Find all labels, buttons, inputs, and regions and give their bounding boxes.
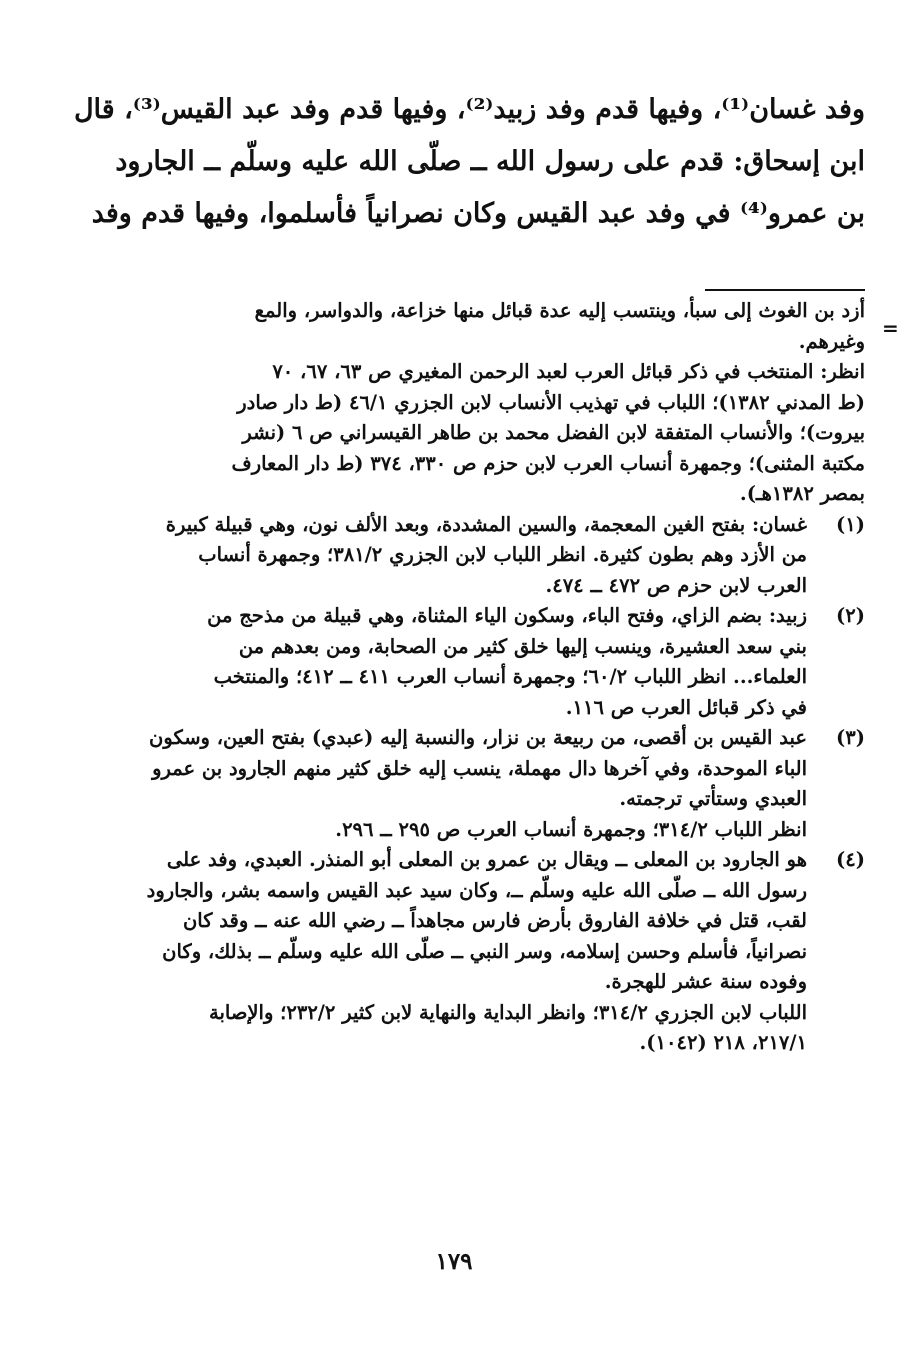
footnote-line: بني سعد العشيرة، وينسب إليها خلق كثير من الصحابة، ومن بعدهم من — [238, 634, 807, 658]
main-text — [73, 84, 865, 240]
footnote-line: (ط المدني ١٣٨٢)؛ اللباب في تهذيب الأنساب لابن الجزري ٤٦/١ (ط دار صادر — [237, 390, 865, 414]
footnote-line: أزد بن الغوث إلى سبأ، وينتسب إليه عدة قبائل منها خزاعة، والدواسر، والمع — [254, 299, 865, 322]
footnote-number: (٤) — [836, 848, 865, 871]
footnote-line: رسول الله ــ صلّى الله عليه وسلّم ــ، وكان سيد عبد القيس واسمه بشر، والجارود — [146, 878, 807, 902]
footnote-line: انظر: المنتخب في ذكر قبائل العرب لعبد الرحمن المغيري ص ٦٣، ٦٧، ٧٠ — [272, 360, 865, 383]
footnote-line: نصرانياً، فأسلم وحسن إسلامه، وسر النبي ــ صلّى الله عليه وسلّم ــ بذلك، وكان — [162, 939, 807, 963]
footnote-line: وفوده سنة عشر للهجرة. — [604, 970, 807, 993]
footnote-separator — [705, 289, 865, 291]
footnote-number: (٢) — [836, 604, 865, 627]
footnote-line: مكتبة المثنى)؛ وجمهرة أنساب العرب لابن حزم ص ٣٣٠، ٣٧٤ (ط دار المعارف — [231, 451, 865, 475]
footnote-line: وغيرهم. — [798, 329, 865, 353]
footnote-line: اللباب لابن الجزري ٣١٤/٢؛ وانظر البداية والنهاية لابن كثير ٢٣٢/٢؛ والإصابة — [209, 1000, 807, 1024]
footnote-line: العرب لابن حزم ص ٤٧٢ ــ ٤٧٤. — [545, 573, 807, 597]
footnote-3 — [149, 723, 865, 845]
footnote-line: في ذكر قبائل العرب ص ١١٦. — [565, 695, 807, 719]
footnote-line: بيروت)؛ والأنساب المتفقة لابن الفضل محمد بن طاهر القيسراني ص ٦ (نشر — [242, 421, 865, 444]
footnote-line: غسان: بفتح الغين المعجمة، والسين المشددة، وبعد الألف نون، وهي قبيلة كبيرة — [165, 512, 807, 536]
footnote-number: (١) — [836, 512, 865, 536]
page-number: ١٧٩ — [435, 1248, 473, 1275]
footnote-line: العلماء... انظر اللباب ٦٠/٢؛ وجمهرة أنساب العرب ٤١١ ــ ٤١٢؛ والمنتخب — [213, 665, 807, 688]
footnote-line: هو الجارود بن المعلى ــ ويقال بن عمرو بن المعلى أبو المنذر. العبدي، وفد على — [166, 848, 807, 871]
footnote-line: ٢١٧/١، ٢١٨ (١٠٤٢). — [639, 1031, 807, 1054]
footnote-line: العبدي وستأتي ترجمته. — [619, 787, 807, 810]
footnotes-section — [146, 296, 865, 1059]
continuation-mark: = — [882, 316, 899, 340]
footnote-line: الباء الموحدة، وفي آخرها دال مهملة، ينسب إليه خلق كثير منهم الجارود بن عمرو — [152, 756, 807, 780]
footnote-2 — [160, 601, 865, 723]
footnote-line: بمصر ١٣٨٢هـ). — [739, 482, 865, 505]
footnote-number: (٣) — [836, 726, 865, 749]
footnote-line: عبد القيس بن أقصى، من ربيعة بن نزار، والنسبة إليه (عبدي) بفتح العين، وسكون — [149, 726, 807, 749]
footnote-line: لقب، قتل في خلافة الفاروق بأرض فارس مجاهداً ــ رضي الله عنه ــ وقد كان — [182, 909, 807, 932]
continued-footnote — [160, 296, 865, 510]
footnote-line: زبيد: بضم الزاي، وفتح الباء، وسكون الياء المثناة، وهي قبيلة من مذحج من — [207, 604, 807, 627]
footnote-1 — [160, 510, 865, 602]
footnote-line: انظر اللباب ٣١٤/٢؛ وجمهرة أنساب العرب ص ٢٩٥ ــ ٢٩٦. — [335, 817, 807, 841]
main-text-line: ابن إسحاق: قدم على رسول الله ــ صلّى الله عليه وسلّم ــ الجارود — [115, 146, 865, 177]
main-text-line: وفد غسان⁽¹⁾، وفيها قدم وفد زبيد⁽²⁾، وفيها قدم وفد عبد القيس⁽³⁾، قال — [73, 94, 865, 125]
footnote-4 — [146, 845, 865, 1059]
footnote-line: من الأزد وهم بطون كثيرة. انظر اللباب لابن الجزري ٣٨١/٢؛ وجمهرة أنساب — [198, 543, 807, 566]
main-text-line: بن عمرو⁽⁴⁾ في وفد عبد القيس وكان نصرانياً فأسلموا، وفيها قدم وفد — [91, 198, 865, 229]
